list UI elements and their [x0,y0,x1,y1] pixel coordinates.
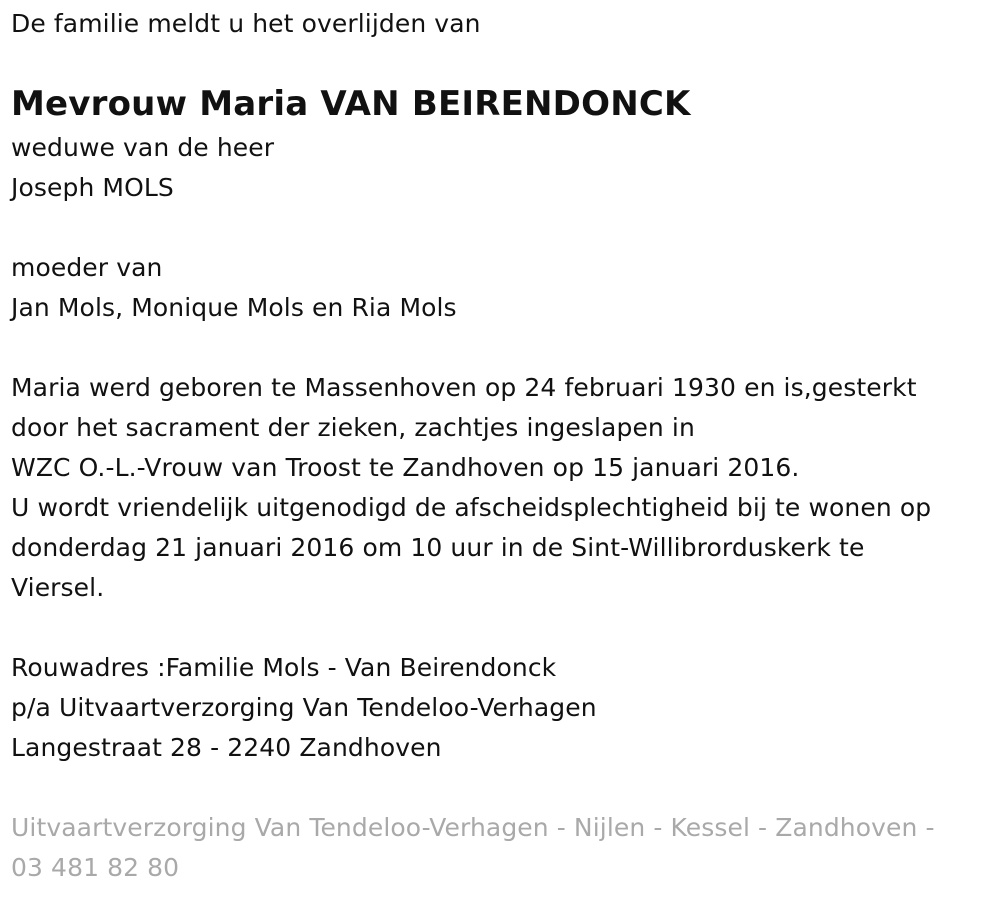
announcement-line: Viersel. [11,573,105,602]
spouse-name: Joseph MOLS [11,173,174,202]
spacer [11,768,989,808]
spouse-label: weduwe van de heer [11,133,275,162]
spacer [11,328,989,368]
announcement-line: Maria werd geboren te Massenhoven op 24 februari 1930 en is,gesterkt [11,373,917,402]
announcement-line: door het sacrament der zieken, zachtjes ingeslapen in [11,413,695,442]
announcement-section [11,368,989,608]
spacer [11,608,989,648]
announcement-line: donderdag 21 januari 2016 om 10 uur in de Sint-Willibrorduskerk te [11,533,865,562]
deceased-name: Mevrouw Maria VAN BEIRENDONCK [11,84,691,124]
spacer [11,208,989,248]
children-section [11,248,989,328]
address-section [11,648,989,768]
footer-line: 03 481 82 80 [11,853,180,882]
intro-text: De familie meldt u het overlijden van [11,9,481,38]
address-line: Rouwadres :Familie Mols - Van Beirendonck [11,653,557,682]
spouse-section [11,128,989,208]
footer-line: Uitvaartverzorging Van Tendeloo-Verhagen - Nijlen - Kessel - Zandhoven - [11,813,935,842]
address-line: p/a Uitvaartverzorging Van Tendeloo-Verhagen [11,693,597,722]
announcement-line: U wordt vriendelijk uitgenodigd de afscheidsplechtigheid bij te wonen op [11,493,932,522]
address-line: Langestraat 28 - 2240 Zandhoven [11,733,442,762]
children-names: Jan Mols, Monique Mols en Ria Mols [11,293,457,322]
announcement-line: WZC O.-L.-Vrouw van Troost te Zandhoven op 15 januari 2016. [11,453,800,482]
children-label: moeder van [11,253,163,282]
funeral-home-footer [11,808,989,888]
